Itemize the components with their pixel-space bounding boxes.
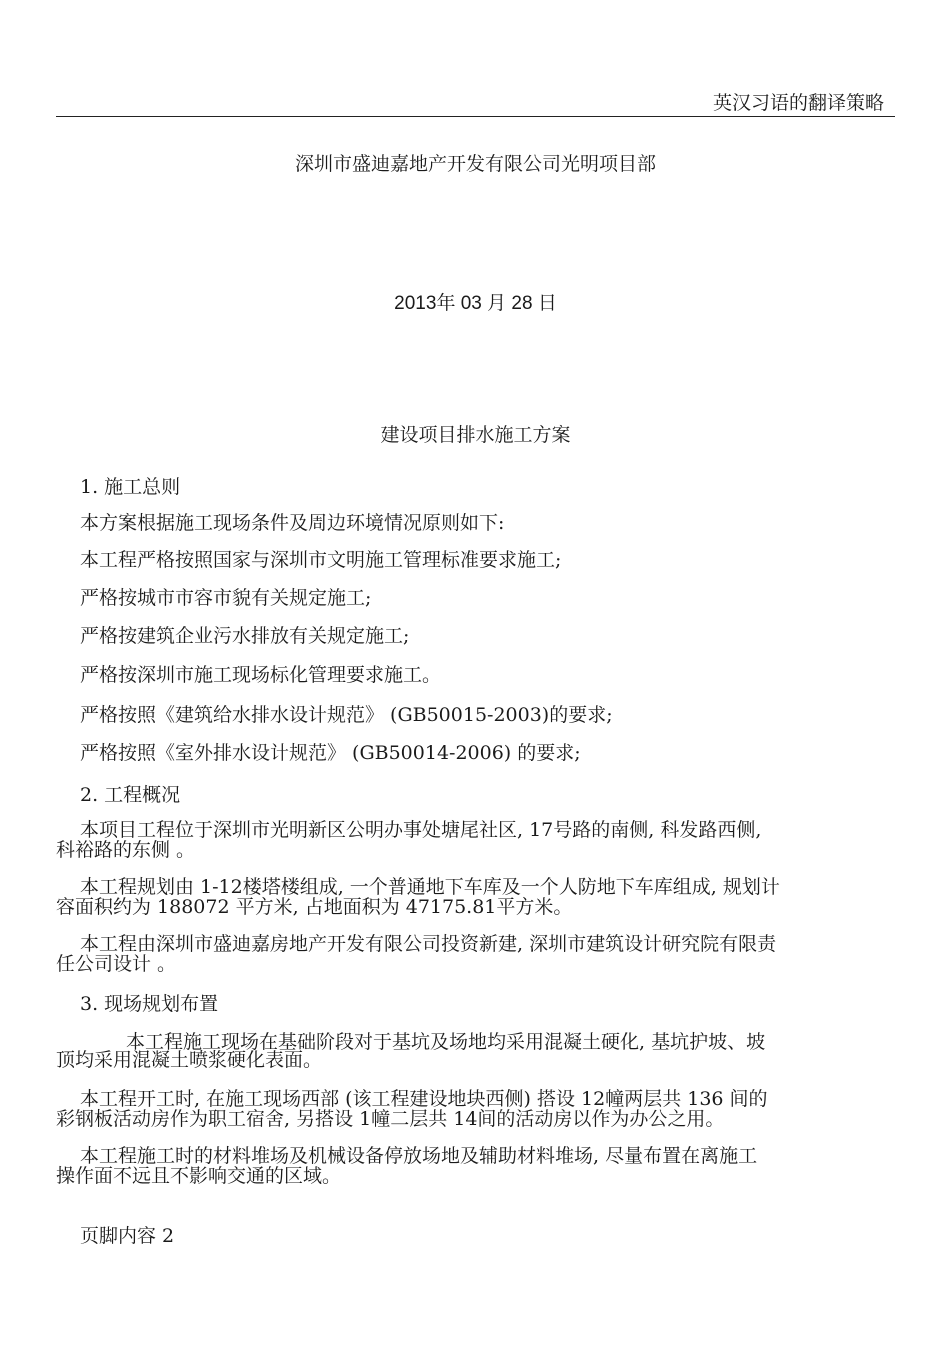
document-title: 建设项目排水施工方案 <box>380 424 571 446</box>
page-header-title: 英汉习语的翻译策略 <box>712 92 884 114</box>
section-3-heading: 3. 现场规划布置 <box>80 993 219 1015</box>
section-2-paragraph-1-line-1: 本项目工程位于深圳市光明新区公明办事处塘尾社区, 17号路的南侧, 科发路西侧, <box>80 819 762 841</box>
header-divider <box>56 116 895 117</box>
section-2-paragraph-2-line-1: 本工程规划由 1-12楼塔楼组成, 一个普通地下车库及一个人防地下车库组成, 规划计 <box>80 876 780 898</box>
section-2-paragraph-3-line-1: 本工程由深圳市盛迪嘉房地产开发有限公司投资新建, 深圳市建筑设计研究院有限责 <box>80 933 777 955</box>
section-3-paragraph-2-line-2: 彩钢板活动房作为职工宿舍, 另搭设 1幢二层共 14间的活动房以作为办公之用。 <box>56 1108 725 1130</box>
section-1-heading: 1. 施工总则 <box>80 476 181 498</box>
section-1-line: 严格按照《建筑给水排水设计规范》 (GB50015-2003)的要求; <box>80 704 613 726</box>
section-1-line: 严格按城市市容市貌有关规定施工; <box>80 587 372 609</box>
section-3-paragraph-1-line-1: 本工程施工现场在基础阶段对于基坑及场地均采用混凝土硬化, 基坑护坡、坡 <box>126 1031 766 1053</box>
section-3-paragraph-3-line-2: 操作面不远且不影响交通的区域。 <box>56 1165 342 1187</box>
document-date: 2013年 03 月 28 日 <box>394 293 557 314</box>
section-2-paragraph-2-line-2: 容面积约为 188072 平方米, 占地面积为 47175.81平方米。 <box>56 896 573 918</box>
section-3-paragraph-2-line-1: 本工程开工时, 在施工现场西部 (该工程建设地块西侧) 搭设 12幢两层共 136 间的 <box>80 1088 768 1110</box>
section-1-line: 严格按深圳市施工现场标化管理要求施工。 <box>80 664 442 686</box>
section-2-paragraph-3-line-2: 任公司设计 。 <box>56 953 177 975</box>
section-2-paragraph-1-line-2: 科裕路的东侧 。 <box>56 839 196 861</box>
page-footer: 页脚内容 2 <box>80 1225 175 1247</box>
section-1-line: 严格按建筑企业污水排放有关规定施工; <box>80 625 410 647</box>
section-1-line: 本方案根据施工现场条件及周边环境情况原则如下: <box>80 512 505 534</box>
company-name: 深圳市盛迪嘉地产开发有限公司光明项目部 <box>294 153 656 175</box>
section-3-paragraph-1-line-2: 顶均采用混凝土喷浆硬化表面。 <box>56 1049 323 1071</box>
section-1-line: 严格按照《室外排水设计规范》 (GB50014-2006) 的要求; <box>80 742 581 764</box>
section-2-heading: 2. 工程概况 <box>80 784 181 806</box>
section-3-paragraph-3-line-1: 本工程施工时的材料堆场及机械设备停放场地及辅助材料堆场, 尽量布置在离施工 <box>80 1145 758 1167</box>
section-1-line: 本工程严格按照国家与深圳市文明施工管理标准要求施工; <box>80 549 562 571</box>
